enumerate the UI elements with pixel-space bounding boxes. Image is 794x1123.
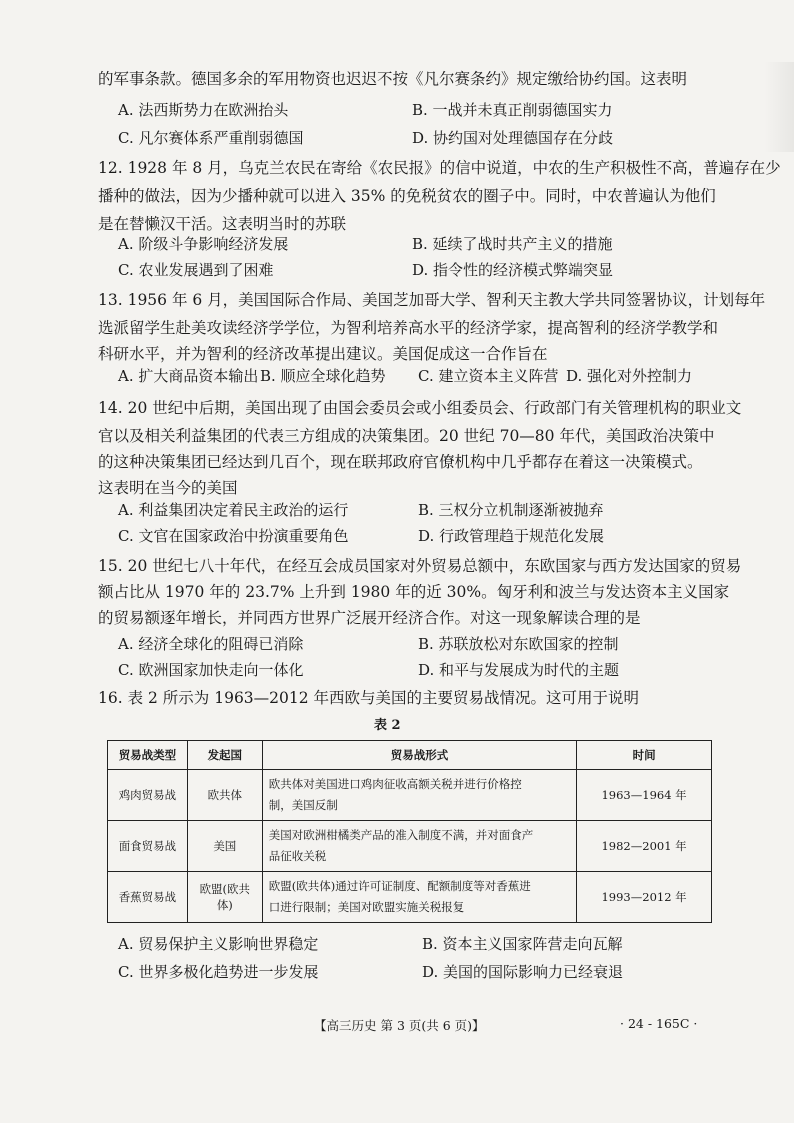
- q13-option-d: D. 强化对外控制力: [566, 367, 693, 385]
- cell-initiator: 欧共体: [187, 770, 262, 821]
- q14-line-4: 这表明在当今的美国: [98, 479, 238, 497]
- q11-option-b: B. 一战并未真正削弱德国实力: [412, 101, 613, 119]
- q14-option-b: B. 三权分立机制逐渐被抛弃: [418, 501, 604, 519]
- page-footer-label: 【高三历史 第 3 页(共 6 页)】: [314, 1018, 485, 1033]
- header-initiator: 发起国: [187, 741, 262, 770]
- q12-option-b: B. 延续了战时共产主义的措施: [412, 235, 613, 253]
- q16-option-a: A. 贸易保护主义影响世界稳定: [118, 935, 319, 953]
- cell-form-line: 欧共体对美国进口鸡肉征收高额关税并进行价格控: [268, 777, 522, 791]
- cell-form: [262, 770, 576, 821]
- q13-option-b: B. 顺应全球化趋势: [260, 367, 386, 385]
- cell-initiator: 欧盟(欧共体): [187, 872, 262, 923]
- q14-option-a: A. 利益集团决定着民主政治的运行: [118, 501, 349, 519]
- cell-time: 1963—1964 年: [577, 770, 712, 821]
- q16-option-d: D. 美国的国际影响力已经衰退: [422, 963, 624, 981]
- cell-form: [262, 872, 576, 923]
- q15-option-c: C. 欧洲国家加快走向一体化: [118, 661, 304, 679]
- table-row: [108, 770, 712, 821]
- q16-option-b: B. 资本主义国家阵营走向瓦解: [422, 935, 623, 953]
- q12-line-1: 12. 1928 年 8 月，乌克兰农民在寄给《农民报》的信中说道，中农的生产积极性不高，普遍存在少: [98, 159, 781, 177]
- q13-line-1: 13. 1956 年 6 月，美国国际合作局、美国芝加哥大学、智利天主教大学共同签署协议，计划每年: [98, 291, 766, 309]
- q14-option-c: C. 文官在国家政治中扮演重要角色: [118, 527, 349, 545]
- cell-form: [262, 821, 576, 872]
- q15-option-b: B. 苏联放松对东欧国家的控制: [418, 635, 619, 653]
- trade-war-table: [107, 740, 712, 923]
- q13-option-a: A. 扩大商品资本输出: [118, 367, 259, 385]
- q12-option-d: D. 指令性的经济模式弊端突显: [412, 261, 614, 279]
- cell-form-line: 口进行限制；美国对欧盟实施关税报复: [268, 900, 465, 914]
- scan-edge-shadow: [764, 62, 794, 152]
- q14-option-d: D. 行政管理趋于规范化发展: [418, 527, 605, 545]
- q14-line-1: 14. 20 世纪中后期，美国出现了由国会委员会或小组委员会、行政部门有关管理机构的职业文: [98, 399, 742, 417]
- cell-time: 1982—2001 年: [577, 821, 712, 872]
- q13-line-3: 科研水平，并为智利的经济改革提出建议。美国促成这一合作旨在: [98, 345, 548, 363]
- q11-option-d: D. 协约国对处理德国存在分歧: [412, 129, 614, 147]
- q14-line-3: 的这种决策集团已经达到几百个，现在联邦政府官僚机构中几乎都存在着这一决策模式。: [98, 453, 703, 471]
- table-row: [108, 821, 712, 872]
- table-caption: 表 2: [374, 718, 401, 733]
- q15-line-1: 15. 20 世纪七八十年代，在经互会成员国家对外贸易总额中，东欧国家与西方发达国家的贸易: [98, 557, 742, 575]
- header-time: 时间: [577, 741, 712, 770]
- cell-form-line: 美国对欧洲柑橘类产品的准入制度不满，并对面食产: [268, 828, 534, 842]
- q12-option-c: C. 农业发展遇到了困难: [118, 261, 274, 279]
- q15-option-d: D. 和平与发展成为时代的主题: [418, 661, 620, 679]
- q15-line-3: 的贸易额逐年增长，并同西方世界广泛展开经济合作。对这一现象解读合理的是: [98, 609, 641, 627]
- q12-option-a: A. 阶级斗争影响经济发展: [118, 235, 289, 253]
- cell-type: 面食贸易战: [108, 821, 188, 872]
- table-row: [108, 872, 712, 923]
- cell-form-line: 欧盟(欧共体)通过许可证制度、配额制度等对香蕉进: [268, 879, 531, 893]
- q15-line-2: 额占比从 1970 年的 23.7% 上升到 1980 年的近 30%。匈牙利和波兰与发达资本主义国家: [98, 583, 730, 601]
- cell-form-line: 制，美国反制: [268, 798, 338, 812]
- q13-option-c: C. 建立资本主义阵营: [418, 367, 559, 385]
- q15-option-a: A. 经济全球化的阻碍已消除: [118, 635, 304, 653]
- header-type: 贸易战类型: [108, 741, 188, 770]
- cell-type: 香蕉贸易战: [108, 872, 188, 923]
- header-form: 贸易战形式: [262, 741, 576, 770]
- q12-line-3: 是在替懒汉干活。这表明当时的苏联: [98, 215, 347, 233]
- paper-code: · 24 - 165C ·: [620, 1016, 698, 1031]
- q14-line-2: 官以及相关利益集团的代表三方组成的决策集团。20 世纪 70—80 年代，美国政治决策中: [98, 427, 715, 445]
- q13-line-2: 选派留学生赴美攻读经济学学位，为智利培养高水平的经济学家，提高智利的经济学教学和: [98, 319, 719, 337]
- cell-type: 鸡肉贸易战: [108, 770, 188, 821]
- q12-line-2: 播种的做法，因为少播种就可以进入 35% 的免税贫农的圈子中。同时，中农普遍认为他们: [98, 187, 716, 205]
- q11-text: 的军事条款。德国多余的军用物资也迟迟不按《凡尔赛条约》规定缴给协约国。这表明: [98, 70, 688, 88]
- q11-option-c: C. 凡尔赛体系严重削弱德国: [118, 129, 304, 147]
- cell-time: 1993—2012 年: [577, 872, 712, 923]
- cell-initiator: 美国: [187, 821, 262, 872]
- q16-option-c: C. 世界多极化趋势进一步发展: [118, 963, 319, 981]
- cell-form-line: 品征收关税: [268, 849, 327, 863]
- q11-option-a: A. 法西斯势力在欧洲抬头: [118, 101, 289, 119]
- table-header-row: [108, 741, 712, 770]
- q16-text: 16. 表 2 所示为 1963—2012 年西欧与美国的主要贸易战情况。这可用于说明: [98, 689, 640, 707]
